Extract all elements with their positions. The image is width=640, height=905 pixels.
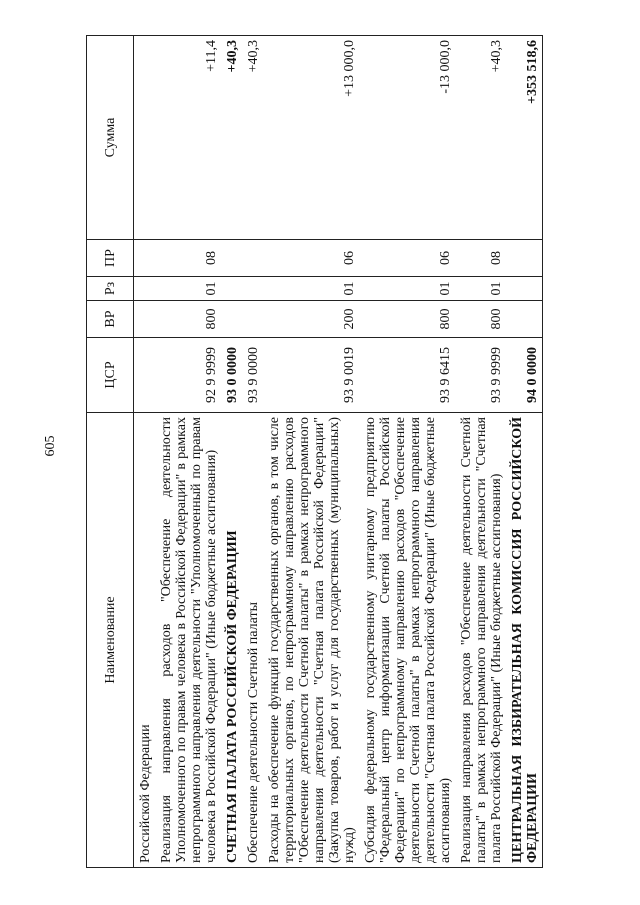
table-row	[263, 36, 359, 868]
row-sum: -13 000,0	[359, 36, 455, 240]
header-rz: Рз	[87, 277, 134, 301]
row-rz: 01	[263, 277, 359, 301]
row-sum: +40,3	[455, 36, 506, 240]
budget-table	[86, 35, 543, 868]
row-csr: 93 9 9999	[455, 338, 506, 413]
row-csr: 93 9 6415	[359, 338, 455, 413]
header-csr: ЦСР	[87, 338, 134, 413]
row-name: Обеспечение деятельности Счетной палаты	[242, 413, 263, 868]
row-vr	[134, 301, 156, 338]
row-name: Реализация направления расходов "Обеспечение деятельности Уполномоченного по правам человека в Российской Федерации" в рамках непрограммного направления деятельности "Уполномоченный по правам человека в Российской Федерации" (Иные бюджетные ассигнования)	[155, 413, 221, 868]
table-row	[134, 36, 156, 868]
row-rz	[242, 277, 263, 301]
table-header-row	[87, 36, 134, 868]
row-sum: +11,4	[155, 36, 221, 240]
row-csr: 93 9 0019	[263, 338, 359, 413]
row-rz: 01	[455, 277, 506, 301]
row-vr: 800	[359, 301, 455, 338]
row-pr	[221, 240, 242, 277]
table-row	[221, 36, 242, 868]
row-pr: 06	[263, 240, 359, 277]
table-row	[155, 36, 221, 868]
row-name: ЦЕНТРАЛЬНАЯ ИЗБИРАТЕЛЬНАЯ КОМИССИЯ РОССИЙСКОЙ ФЕДЕРАЦИИ	[506, 413, 543, 868]
row-pr: 06	[359, 240, 455, 277]
table-row	[506, 36, 543, 868]
header-pr: ПР	[87, 240, 134, 277]
row-sum: +13 000,0	[263, 36, 359, 240]
row-name: Расходы на обеспечение функций государственных органов, в том числе территориальных органов, по непрограммному направлению расходов "Обеспечение деятельности Счетной палаты" в рамках непрограммного направления деятельности "Счетная палата Российской Федерации" (Закупка товаров, работ и услуг для государственных (муниципальных) нужд)	[263, 413, 359, 868]
row-pr	[242, 240, 263, 277]
row-pr	[506, 240, 543, 277]
row-name: Субсидия федеральному государственному унитарному предприятию "Федеральный центр информатизации Счетной палаты Российской Федерации" по непрограммному направлению расходов "Обеспечение деятельности Счетной палаты" в рамках непрограммного направления деятельности "Счетная палата Российской Федерации" (Иные бюджетные ассигнования)	[359, 413, 455, 868]
header-sum: Сумма	[87, 36, 134, 240]
row-csr: 93 9 0000	[242, 338, 263, 413]
row-sum: +40,3	[242, 36, 263, 240]
row-pr: 08	[455, 240, 506, 277]
table-row	[242, 36, 263, 868]
row-pr	[134, 240, 156, 277]
table-row	[455, 36, 506, 868]
row-vr: 800	[155, 301, 221, 338]
row-rz	[134, 277, 156, 301]
row-csr	[134, 338, 156, 413]
row-vr: 800	[455, 301, 506, 338]
row-vr	[506, 301, 543, 338]
row-csr: 93 0 0000	[221, 338, 242, 413]
row-name: СЧЕТНАЯ ПАЛАТА РОССИЙСКОЙ ФЕДЕРАЦИИ	[221, 413, 242, 868]
row-rz: 01	[359, 277, 455, 301]
row-vr	[221, 301, 242, 338]
row-name: Реализация направления расходов "Обеспечение деятельности Счетной палаты" в рамках непрограммного направления деятельности "Счетная палата Российской Федерации" (Иные бюджетные ассигнования)	[455, 413, 506, 868]
page-number: 605	[43, 435, 58, 457]
row-csr: 94 0 0000	[506, 338, 543, 413]
row-rz: 01	[155, 277, 221, 301]
row-sum	[134, 36, 156, 240]
rotated-page-content	[86, 36, 543, 868]
row-sum: +40,3	[221, 36, 242, 240]
header-name: Наименование	[87, 413, 134, 868]
row-rz	[506, 277, 543, 301]
header-vr: ВР	[87, 301, 134, 338]
row-csr: 92 9 9999	[155, 338, 221, 413]
row-vr: 200	[263, 301, 359, 338]
row-pr: 08	[155, 240, 221, 277]
table-row	[359, 36, 455, 868]
row-name: Российской Федерации	[134, 413, 156, 868]
row-rz	[221, 277, 242, 301]
row-vr	[242, 301, 263, 338]
row-sum: +353 518,6	[506, 36, 543, 240]
